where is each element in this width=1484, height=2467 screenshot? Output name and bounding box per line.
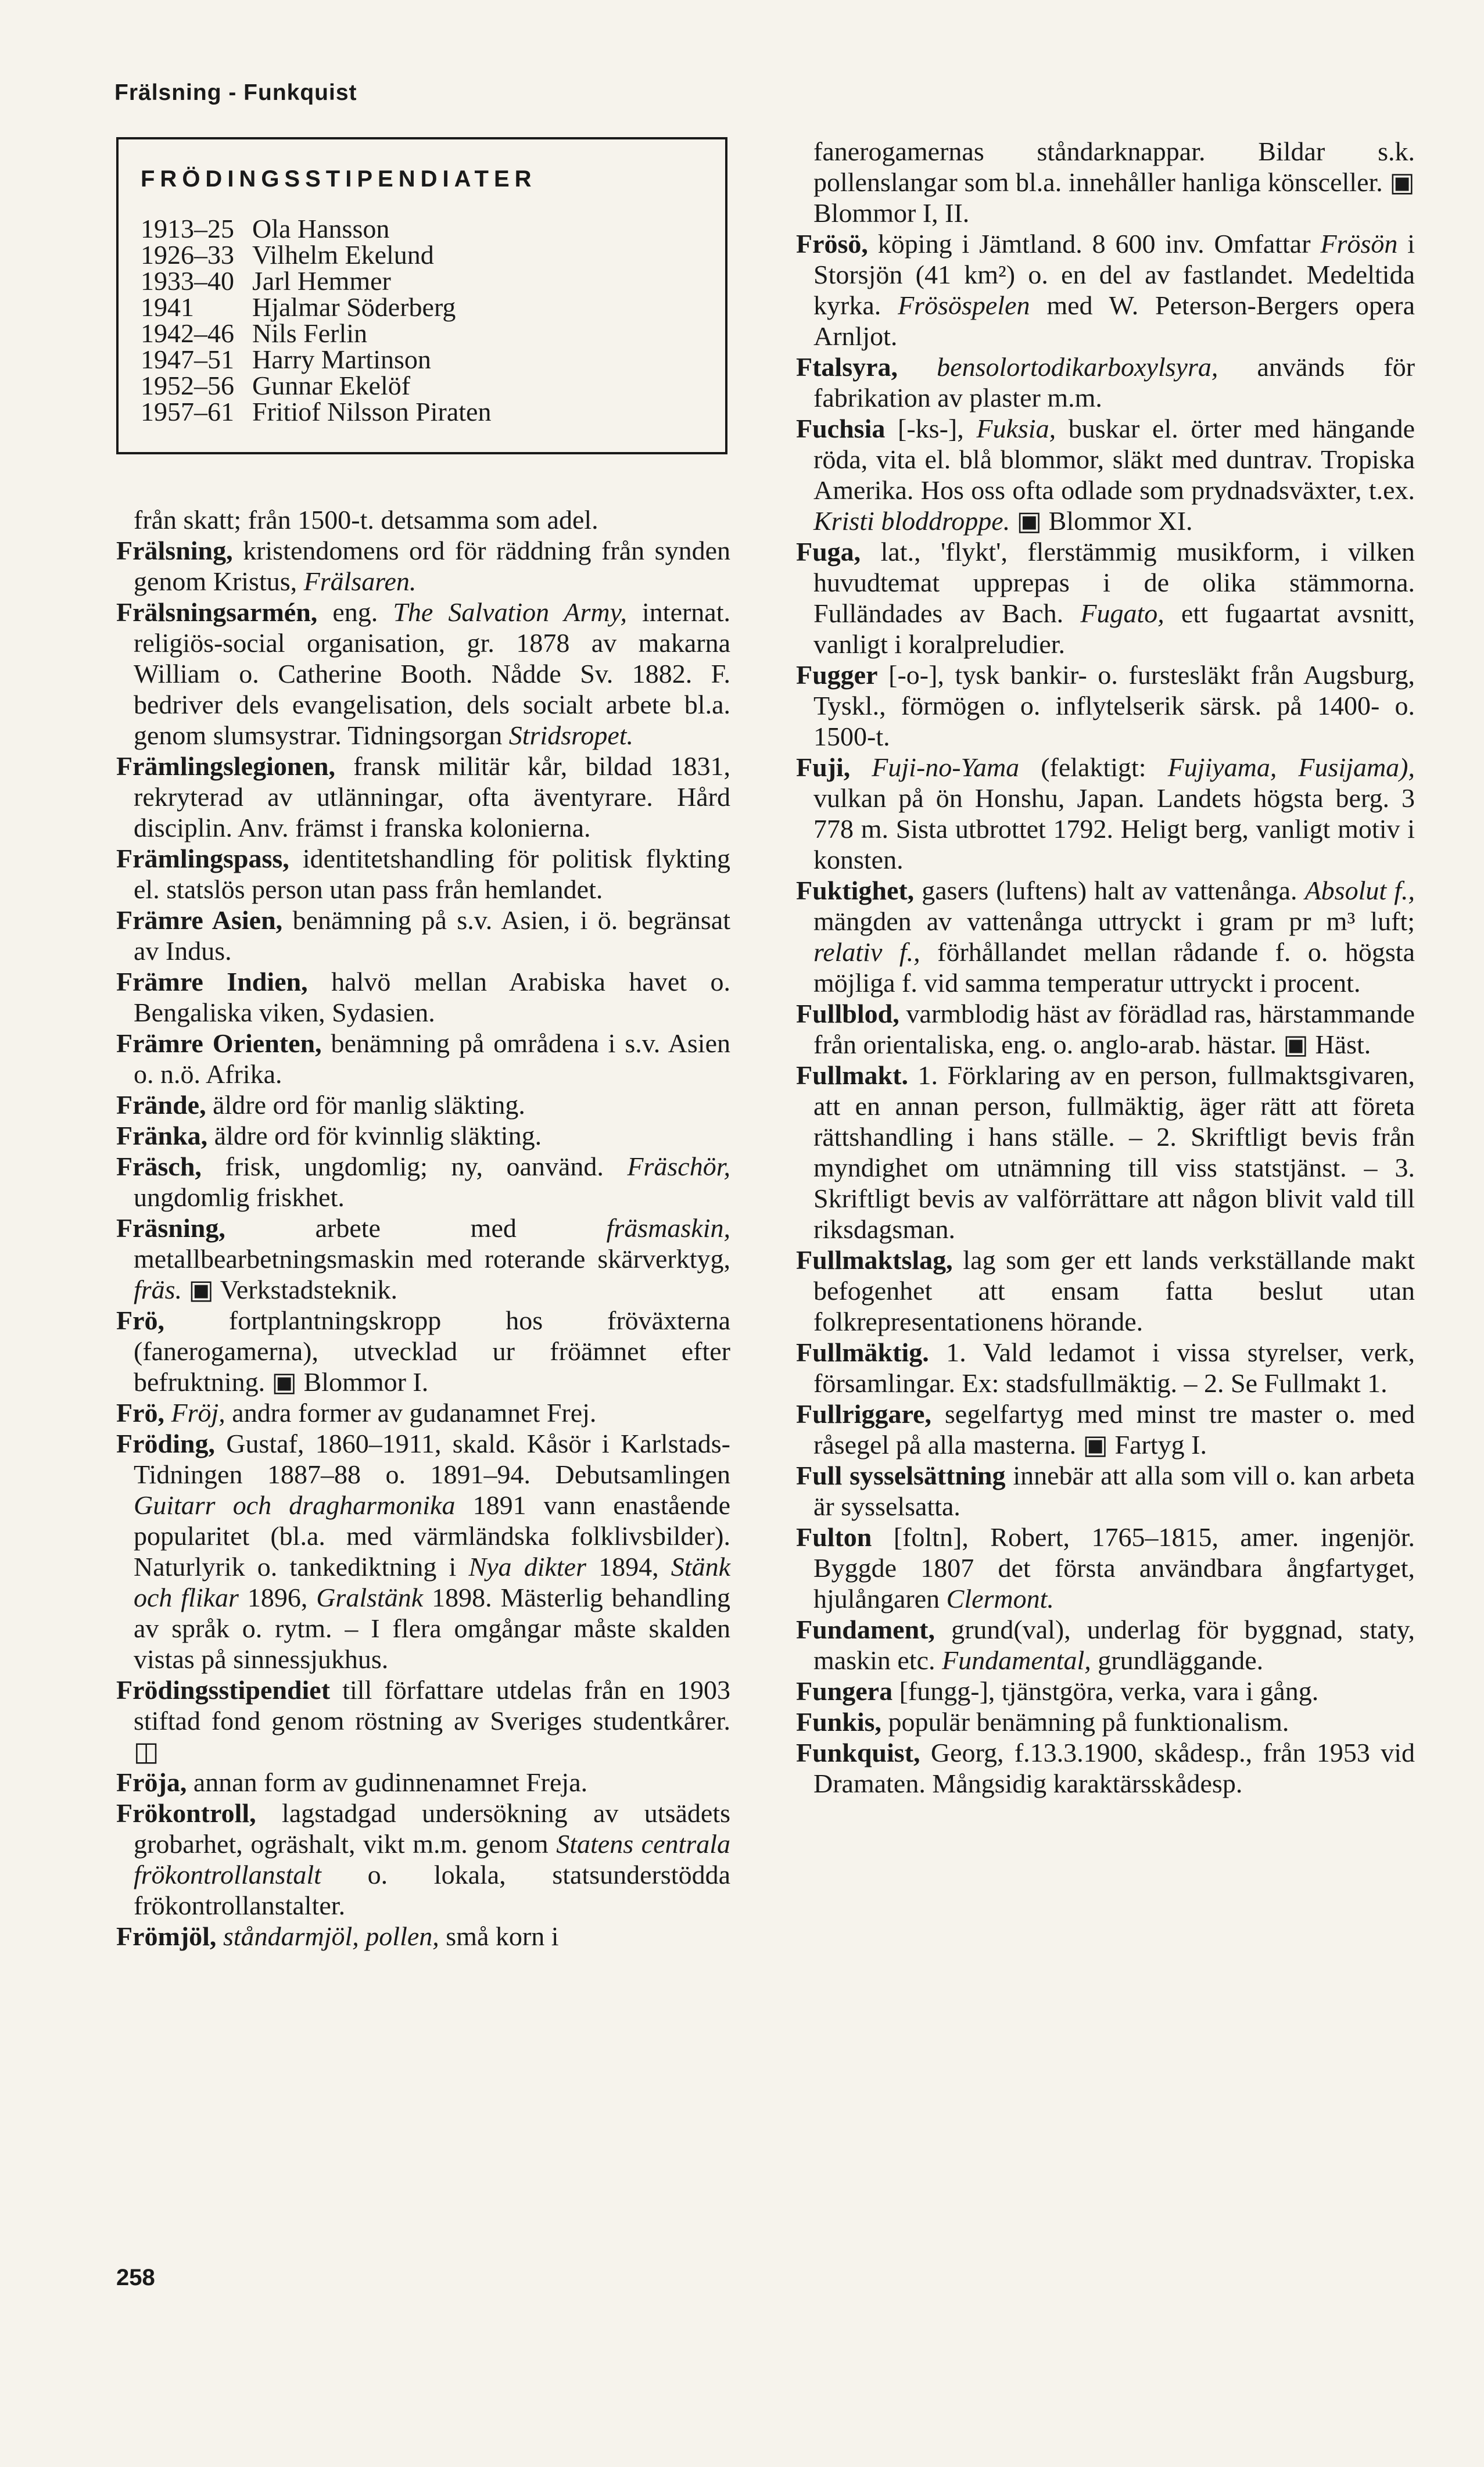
entry-text: grundläggande. [1091,1645,1264,1675]
entry-italic-term: ståndarmjöl, pollen, [223,1921,439,1951]
entry-headword: Full sysselsättning [796,1461,1006,1490]
entry-text: (felaktigt: [1019,752,1168,782]
box-row [141,294,708,320]
dictionary-entry [116,843,730,905]
entry-italic-term: Guitarr och dragharmonika [134,1490,456,1520]
entry-italic-term: The Salvation Army, [393,597,627,627]
entry-headword: Främlingslegionen, [116,751,335,781]
dictionary-entry [796,536,1415,659]
entry-headword: Frökontroll, [116,1798,256,1828]
entry-headword: Frö, [116,1306,165,1335]
entry-text: [foltn], Robert, 1765–1815, amer. ingenjör. Byggde 1807 det första användbara ångfartyget, hjulångaren [813,1522,1415,1613]
dictionary-entry [796,1737,1415,1799]
entry-italic-term: Absolut f., [1304,876,1415,905]
entry-text: köping i Jämtland. 8 600 inv. Omfattar [868,229,1321,259]
entry-italic-term: Clermont. [946,1584,1054,1613]
entry-italic-term: Stänk och flikar [134,1552,730,1612]
entry-headword: Fränka, [116,1121,208,1150]
entry-text: andra former av gudanamnet Frej. [225,1398,597,1428]
entry-headword: Fulton [796,1522,872,1552]
dictionary-entry [116,535,730,597]
box-row [141,268,708,294]
entry-italic-term: Stridsropet. [508,720,634,750]
entry-text: gasers (luftens) halt av vattenånga. [914,876,1305,905]
entry-text: lagstadgad undersökning av utsädets grobarhet, ogräshalt, vikt m.m. genom [134,1798,730,1859]
entry-text: vulkan på ön Honshu, Japan. Landets högsta berg. 3 778 m. Sista utbrottet 1792. Heligt berg, vanligt motiv i konsten. [813,783,1415,874]
dictionary-entry [796,1614,1415,1676]
entry-text: med W. Peterson-Bergers opera Arnljot. [813,291,1415,351]
entry-text: ▣ Blommor XI. [1010,506,1193,536]
entry-text: metallbearbetningsmaskin med roterande skärverktyg, [134,1244,730,1274]
dictionary-entry [116,1921,730,1952]
right-column [796,136,1415,1799]
entry-headword: Frälsningsarmén, [116,597,318,627]
entry-italic-term: Fundamental, [942,1645,1091,1675]
frodingsstipendiater-box [116,137,727,454]
dictionary-entry [796,998,1415,1060]
entry-headword: Funkis, [796,1707,882,1737]
dictionary-entry [116,1767,730,1798]
dictionary-entry [796,752,1415,875]
box-row-years: 1933–40 [141,266,234,296]
box-row-name: Nils Ferlin [252,318,368,348]
entry-text: varmblodig häst av förädlad ras, härstammande från orientaliska, eng. o. anglo-arab. hästar. ▣ Häst. [813,999,1415,1059]
box-row-name: Ola Hansson [252,214,390,243]
entry-headword: Främre Asien, [116,905,283,935]
entry-headword: Fröding, [116,1429,215,1458]
box-row-name: Hjalmar Söderberg [252,292,456,322]
entry-italic-term: relativ f., [813,937,920,967]
entry-text: frisk, ungdomlig; ny, oanvänd. [201,1152,628,1181]
entry-headword: Främlingspass, [116,844,289,873]
dictionary-entry [796,413,1415,536]
box-row-years: 1952–56 [141,371,234,400]
entry-italic-term: Frälsaren. [303,566,417,596]
entry-italic-term: Nya dikter [468,1552,586,1582]
entry-text: ungdomlig friskhet. [134,1182,345,1212]
box-row [141,346,708,372]
page-number: 258 [116,2265,155,2290]
entry-headword: Fugger [796,660,878,690]
entry-headword: Fräsch, [116,1152,202,1181]
dictionary-entry [116,751,730,843]
entry-headword: Frälsning, [116,536,233,565]
entry-headword: Frö, [116,1398,165,1428]
entry-text [164,1398,171,1428]
entry-text: [-ks-], [885,414,977,443]
entry-text: till författare utdelas från en 1903 stiftad fond genom röstning av Sveriges studentkårer. ◫ [134,1675,730,1766]
entry-headword: Ftalsyra, [796,352,898,382]
dictionary-entry [796,352,1415,413]
entry-headword: Fullmäktig. [796,1338,929,1367]
entry-italic-term: Fräschör, [627,1152,730,1181]
entry-headword: Fräsning, [116,1213,225,1243]
entry-text: [fungg-], tjänstgöra, verka, vara i gång. [892,1676,1319,1706]
box-row-name: Gunnar Ekelöf [252,371,411,400]
box-row [141,399,708,425]
entry-italic-term: Kristi bloddroppe. [813,506,1010,536]
entry-text: 1898. Mästerlig behandling av språk o. rytm. – I flera omgångar måste skalden vistas på sinnessjukhus. [134,1583,731,1674]
entry-headword: Fröja, [116,1767,187,1797]
dictionary-entry [796,659,1415,752]
entry-text: 1. Vald ledamot i vissa styrelser, verk, församlingar. Ex: stadsfullmäktig. – 2. Se Fullmakt 1. [813,1338,1415,1398]
dictionary-entry [796,1676,1415,1706]
entry-text: halvö mellan Arabiska havet o. Bengaliska viken, Sydasien. [134,967,730,1027]
entry-headword: Fuga, [796,537,861,566]
entry-italic-term: Gralstänk [316,1583,424,1612]
box-rows [141,216,708,425]
dictionary-entry [116,1305,730,1397]
dictionary-entry [116,1089,730,1120]
entry-headword: Fundament, [796,1615,935,1644]
entry-text: 1896, [238,1583,317,1612]
dictionary-entry [116,1120,730,1151]
dictionary-entry [796,228,1415,352]
entry-italic-term: fräsmaskin, [606,1213,730,1243]
entry-text: [-o-], tysk bankir- o. furstesläkt från Augsburg, Tyskl., förmögen o. inflytelserik särsk. på 1400- o. 1500-t. [813,660,1415,751]
dictionary-entry [116,1798,730,1921]
entry-headword: Främre Indien, [116,967,308,996]
entry-text: ett fugaartat avsnitt, vanligt i koralpreludier. [813,598,1415,659]
dictionary-entry [116,1213,730,1305]
entry-italic-term: Fröj, [171,1398,225,1428]
entry-text: förhållandet mellan rådande f. o. högsta möjliga f. vid samma temperatur uttryckt i procent. [813,937,1415,998]
entry-text: 1. Förklaring av en person, fullmaktsgivaren, att en annan person, fullmäktig, äger rätt att företa rättshandling i hans ställe. – 2. Skriftligt bevis från myndighet om utnämning till viss statstjänst. – 3. Skriftligt bevis av valförrättare att någon blivit vald till riksdagsman. [813,1060,1415,1244]
box-row [141,242,708,268]
entry-text: annan form av gudinnenamnet Freja. [187,1767,588,1797]
box-row-years: 1913–25 [141,214,234,243]
entry-text: används för fabrikation av plaster m.m. [813,352,1415,413]
entry-headword: Fungera [796,1676,893,1706]
entry-text [850,752,872,782]
entry-text [898,352,937,382]
dictionary-entry [796,1060,1415,1245]
entry-text: äldre ord för manlig släkting. [206,1090,525,1120]
entry-text: buskar el. örter med hängande röda, vita el. blå blommor, släkt med duntrav. Tropiska Amerika. Hos oss ofta odlade som prydnadsväxter, t.ex. [813,414,1415,505]
box-row-years: 1957–61 [141,397,234,426]
entry-text: 1894, [586,1552,671,1582]
entry-italic-term: Fujiyama, Fusijama), [1167,752,1415,782]
entry-text: benämning på s.v. Asien, i ö. begränsat av Indus. [134,905,730,966]
box-row-years: 1947–51 [141,345,234,374]
entry-text: fanerogamernas ståndarknappar. Bildar s.k. pollenslangar som bl.a. innehåller hanliga könsceller. ▣ Blommor I, II. [813,137,1415,228]
entry-italic-term: Frösön [1320,229,1398,259]
entry-text: benämning på områdena i s.v. Asien o. n.ö. Afrika. [134,1028,730,1089]
entry-text: eng. [317,597,393,627]
entry-italic-term: Fuji-no-Yama [872,752,1020,782]
box-row-name: Jarl Hemmer [252,266,391,296]
box-row-years: 1926–33 [141,240,234,270]
box-row-years: 1942–46 [141,318,234,348]
entry-headword: Frödingsstipendiet [116,1675,331,1705]
entry-text [216,1921,223,1951]
entry-text: lat., 'flykt', flerstämmig musikform, i vilken huvudtemat upprepas i de olika stämmorna. Fulländades av Bach. [813,537,1415,628]
dictionary-entry [796,1337,1415,1399]
entry-text: arbete med [225,1213,607,1243]
entry-text: 1891 vann enastående popularitet (bl.a. med värmländska folklivsbilder). Naturlyrik o. tankediktning i [134,1490,730,1582]
box-row-name: Vilhelm Ekelund [252,240,434,270]
entry-headword: Fuji, [796,752,851,782]
entry-italic-term: Statens centrala frökontrollanstalt [134,1829,730,1889]
entry-headword: Fuchsia [796,414,886,443]
entry-continuation [116,504,730,535]
entry-text: populär benämning på funktionalism. [881,1707,1289,1737]
box-row-name: Fritiof Nilsson Piraten [252,397,492,426]
entry-italic-term: bensolortodikarboxylsyra, [937,352,1218,382]
dictionary-entry [116,1428,730,1674]
entry-headword: Funkquist, [796,1738,920,1767]
box-row-name: Harry Martinson [252,345,431,374]
entry-headword: Frösö, [796,229,868,259]
dictionary-entry [116,966,730,1028]
entry-italic-term: fräs. [134,1275,182,1304]
entry-text: identitetshandling för politisk flykting el. statslös person utan pass från hemlandet. [134,844,730,904]
entry-text: från skatt; från 1500-t. detsamma som adel. [134,505,598,535]
entry-text: o. lokala, statsunderstödda frökontrollanstalter. [134,1860,730,1920]
entry-italic-term: Frösöspelen [898,291,1030,320]
entry-text: grund(val), underlag för byggnad, staty, maskin etc. [813,1615,1415,1675]
entry-text: segelfartyg med minst tre master o. med råsegel på alla masterna. ▣ Fartyg I. [813,1399,1415,1460]
dictionary-entry [796,1522,1415,1614]
dictionary-entry [796,1460,1415,1522]
entry-headword: Frände, [116,1090,206,1120]
dictionary-entry [116,1674,730,1767]
entry-text: kristendomens ord för räddning från synden genom Kristus, [134,536,730,596]
entry-text: innebär att alla som vill o. kan arbeta är sysselsatta. [813,1461,1415,1521]
entry-text: Gustaf, 1860–1911, skald. Kåsör i Karlstads-Tidningen 1887–88 o. 1891–94. Debutsamlingen [134,1429,730,1489]
box-title: FRÖDINGSSTIPENDIATER [141,166,537,192]
entry-text: Georg, f.13.3.1900, skådesp., från 1953 vid Dramaten. Mångsidig karaktärsskådesp. [813,1738,1415,1798]
box-row-years: 1941 [141,292,194,322]
entry-headword: Fullmaktslag, [796,1245,953,1275]
dictionary-entry [116,597,730,751]
entry-headword: Fullmakt. [796,1060,908,1090]
entry-text: ▣ Verkstadsteknik. [182,1275,398,1304]
box-row [141,216,708,242]
dictionary-entry [796,1706,1415,1737]
entry-italic-term: Fuksia, [976,414,1056,443]
entry-text: i Storsjön (41 km²) o. en del av fastlandet. Medeltida kyrka. [813,229,1415,320]
entry-italic-term: Fugato, [1080,598,1164,628]
entry-text: mängden av vattenånga uttryckt i gram pr m³ luft; [813,906,1415,936]
dictionary-entry [116,1151,730,1213]
entry-headword: Fullriggare, [796,1399,931,1429]
entry-text: små korn i [439,1921,559,1951]
entry-text: fortplantningskropp hos fröväxterna (fanerogamerna), utvecklad ur fröämnet efter befruktning. ▣ Blommor I. [134,1306,730,1397]
entry-text: lag som ger ett lands verkställande makt befogenhet att ensam fatta beslut utan folkrepresentationens hörande. [813,1245,1415,1336]
dictionary-entry [116,905,730,966]
box-row [141,320,708,346]
entry-headword: Fuktighet, [796,876,915,905]
entry-headword: Fullblod, [796,999,899,1028]
box-row [141,372,708,399]
left-column [116,504,730,1952]
entry-headword: Främre Orienten, [116,1028,322,1058]
dictionary-entry [116,1397,730,1428]
entry-text: fransk militär kår, bildad 1831, rekryterad av utlänningar, ofta äventyrare. Hård disciplin. Anv. främst i franska kolonierna. [134,751,730,842]
dictionary-entry [796,1399,1415,1460]
entry-headword: Frömjöl, [116,1921,217,1951]
entry-text: internat. religiös-social organisation, gr. 1878 av makarna William o. Catherine Booth. Nådde Sv. 1882. F. bedriver dels evangelisation, dels socialt arbete bl.a. genom slumsystrar. Tidningsorgan [134,597,730,750]
dictionary-entry [796,875,1415,998]
entry-continuation [796,136,1415,228]
dictionary-entry [116,1028,730,1089]
dictionary-entry [796,1245,1415,1337]
entry-text: äldre ord för kvinnlig släkting. [207,1121,542,1150]
running-head: Frälsning - Funkquist [114,80,357,105]
